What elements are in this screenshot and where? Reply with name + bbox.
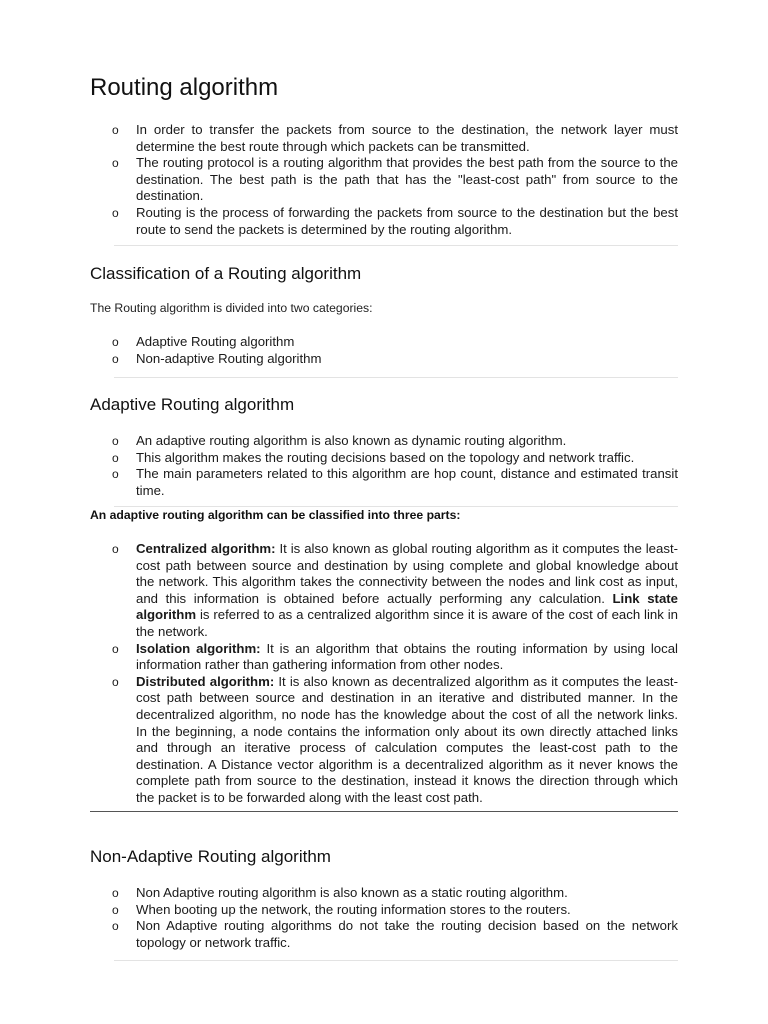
adaptive-parts-intro: An adaptive routing algorithm can be classified into three parts: bbox=[90, 508, 461, 522]
page-title: Routing algorithm bbox=[90, 74, 279, 101]
list-item: o Distributed algorithm: It is also known as decentralized algorithm as it computes the least-cost path between source and destination in an iterative and distributed manner. In the decentralized algorithm, no node has the knowledge about the cost of all the network links. In the beginning, a node contains the information only about its own directly attached links and through an iterative process of calculation computes the least-cost path to the destination. A Distance vector algorithm is a decentralized algorithm as it never knows the complete path from source to the destination, instead it knows the direction through which the packet is to be forwarded along with the least cost path. bbox=[112, 673, 678, 805]
divider bbox=[114, 960, 678, 961]
divider bbox=[114, 377, 678, 378]
list-item: o Non Adaptive routing algorithm is also known as a static routing algorithm. bbox=[112, 885, 568, 900]
divider bbox=[90, 811, 678, 812]
list-item: o Non-adaptive Routing algorithm bbox=[112, 350, 322, 366]
section-heading-adaptive: Adaptive Routing algorithm bbox=[90, 395, 295, 414]
bullet-icon: o bbox=[112, 886, 119, 900]
list-item: o In order to transfer the packets from source to the destination, the network layer must determine the best route through which packets can be transmitted. bbox=[112, 122, 678, 154]
list-item: o When booting up the network, the routing information stores to the routers. bbox=[112, 901, 571, 917]
list-item: o Centralized algorithm: It is also known as global routing algorithm as it computes the least-cost path between source and destination by using complete and global knowledge about the network. This algorithm takes the connectivity between the nodes and link cost as input, and this information is obtained before actually performing any calculation. Link state algorithm is referred to as a centralized algorithm since it is aware of the cost of each link in the network. bbox=[112, 541, 679, 639]
bullet-icon: o bbox=[112, 919, 119, 934]
classification-list bbox=[90, 334, 678, 367]
adaptive-parts-list bbox=[90, 541, 678, 807]
section-heading-non-adaptive: Non-Adaptive Routing algorithm bbox=[90, 847, 331, 866]
list-item: o Routing is the process of forwarding the packets from source to the destination but the best route to send the packets is determined by the routing algorithm. bbox=[112, 204, 678, 237]
bullet-icon: o bbox=[112, 351, 119, 366]
bullet-icon: o bbox=[112, 434, 119, 448]
bullet-icon: o bbox=[112, 156, 119, 171]
section-heading-classification: Classification of a Routing algorithm bbox=[90, 264, 362, 283]
bullet-icon: o bbox=[112, 674, 119, 689]
bullet-icon: o bbox=[112, 467, 119, 482]
intro-list bbox=[90, 122, 678, 238]
list-item: o This algorithm makes the routing decisions based on the topology and network traffic. bbox=[112, 449, 635, 465]
adaptive-list bbox=[90, 433, 678, 499]
divider bbox=[114, 245, 678, 246]
bullet-icon: o bbox=[112, 123, 119, 137]
list-item: o Non Adaptive routing algorithms do not take the routing decision based on the network topology or network traffic. bbox=[112, 918, 678, 950]
non-adaptive-list bbox=[90, 885, 678, 951]
bullet-icon: o bbox=[112, 542, 119, 556]
list-item: o The main parameters related to this algorithm are hop count, distance and estimated transit time. bbox=[112, 466, 678, 498]
list-item: o Adaptive Routing algorithm bbox=[112, 334, 295, 349]
list-item: o Isolation algorithm: It is an algorithm that obtains the routing information by using local information rather than gathering information from other nodes. bbox=[112, 640, 678, 673]
bullet-icon: o bbox=[112, 450, 119, 465]
bullet-icon: o bbox=[112, 902, 119, 917]
classification-intro: The Routing algorithm is divided into two categories: bbox=[90, 301, 373, 315]
bullet-icon: o bbox=[112, 205, 119, 220]
bullet-icon: o bbox=[112, 335, 119, 349]
list-item: o An adaptive routing algorithm is also known as dynamic routing algorithm. bbox=[112, 433, 567, 448]
list-item: o The routing protocol is a routing algorithm that provides the best path from the source to the destination. The best path is the path that has the "least-cost path" from source to the destination. bbox=[112, 155, 678, 204]
bullet-icon: o bbox=[112, 641, 119, 656]
divider bbox=[114, 506, 678, 507]
